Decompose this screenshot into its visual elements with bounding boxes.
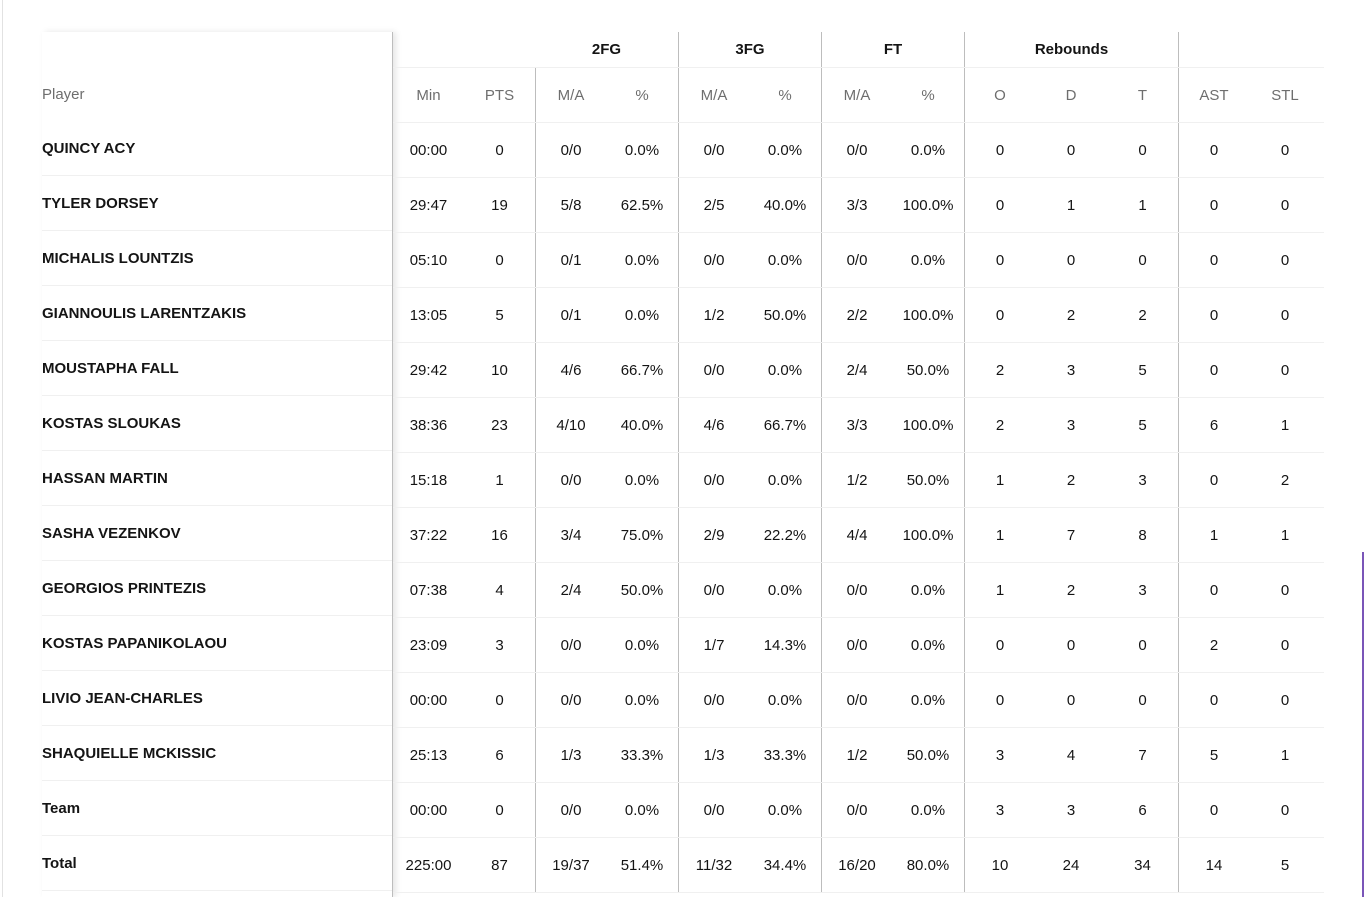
stat-cell-2fg-made-attempted: 0/0 bbox=[535, 453, 606, 507]
player-name: LIVIO JEAN-CHARLES bbox=[42, 671, 392, 726]
group-header-ft: FT bbox=[821, 32, 964, 67]
stat-cell-3fg-pct: 50.0% bbox=[763, 306, 807, 324]
stat-cell-ft-made-attempted: 2/4 bbox=[821, 343, 892, 397]
stat-cell-min: 29:47 bbox=[409, 196, 448, 214]
column-group-header-row bbox=[393, 32, 1324, 68]
stat-cell-reb-total: 0 bbox=[1138, 141, 1147, 159]
stat-cell-ft-pct: 50.0% bbox=[906, 361, 950, 379]
table-row bbox=[393, 673, 1324, 728]
stat-cell-reb-offensive: 1 bbox=[964, 563, 1035, 617]
stat-cell-2fg-pct: 0.0% bbox=[624, 251, 660, 269]
stat-cell-reb-total: 5 bbox=[1138, 361, 1147, 379]
stat-cell-ft-pct: 0.0% bbox=[910, 636, 946, 654]
stat-cell-assists: 1 bbox=[1178, 508, 1249, 562]
column-header-reb-total: T bbox=[1137, 86, 1148, 104]
stat-cell-ft-pct: 100.0% bbox=[902, 306, 954, 324]
stat-cell-reb-offensive: 2 bbox=[964, 398, 1035, 452]
table-row bbox=[393, 123, 1324, 178]
stat-cell-3fg-pct: 66.7% bbox=[763, 416, 807, 434]
stat-cell-3fg-made-attempted: 0/0 bbox=[678, 123, 749, 177]
column-header-min: Min bbox=[416, 86, 441, 104]
table-row bbox=[393, 453, 1324, 508]
column-header-ft-made-attempted: M/A bbox=[821, 68, 892, 122]
stat-cell-pts: 16 bbox=[491, 526, 508, 544]
stat-cell-3fg-pct: 0.0% bbox=[767, 691, 803, 709]
column-header-3fg-made-attempted: M/A bbox=[678, 68, 749, 122]
stat-cell-min: 38:36 bbox=[409, 416, 448, 434]
stat-cell-3fg-pct: 0.0% bbox=[767, 801, 803, 819]
stat-cell-reb-defensive: 2 bbox=[1066, 306, 1076, 324]
stat-cell-pts: 4 bbox=[495, 581, 504, 599]
stat-cell-3fg-pct: 34.4% bbox=[763, 856, 807, 874]
stat-cell-min: 07:38 bbox=[409, 581, 448, 599]
stat-cell-reb-defensive: 3 bbox=[1066, 801, 1076, 819]
stat-cell-reb-offensive: 10 bbox=[964, 838, 1035, 892]
stat-cell-reb-total: 7 bbox=[1138, 746, 1147, 764]
stat-cell-assists: 0 bbox=[1178, 178, 1249, 232]
stat-cell-ft-made-attempted: 3/3 bbox=[821, 178, 892, 232]
stats-table bbox=[393, 32, 1324, 897]
stat-cell-assists: 0 bbox=[1178, 783, 1249, 837]
stat-cell-3fg-made-attempted: 1/7 bbox=[678, 618, 749, 672]
stat-cell-2fg-pct: 33.3% bbox=[620, 746, 664, 764]
stat-cell-steals: 5 bbox=[1280, 856, 1290, 874]
column-header-3fg-pct: % bbox=[778, 86, 792, 104]
stat-cell-pts: 0 bbox=[495, 251, 504, 269]
stat-cell-ft-made-attempted: 0/0 bbox=[821, 783, 892, 837]
stat-cell-reb-defensive: 3 bbox=[1066, 416, 1076, 434]
stat-cell-2fg-pct: 0.0% bbox=[624, 141, 660, 159]
player-name: KOSTAS SLOUKAS bbox=[42, 396, 392, 451]
player-name-column bbox=[42, 32, 393, 897]
stat-cell-3fg-pct: 22.2% bbox=[763, 526, 807, 544]
page-left-border bbox=[2, 0, 3, 897]
stat-cell-min: 23:09 bbox=[409, 636, 448, 654]
stat-cell-reb-total: 0 bbox=[1138, 691, 1147, 709]
stat-cell-reb-offensive: 0 bbox=[964, 618, 1035, 672]
player-column-header: Player bbox=[42, 85, 85, 103]
stat-cell-reb-total: 0 bbox=[1138, 251, 1147, 269]
stat-cell-3fg-pct: 33.3% bbox=[763, 746, 807, 764]
stat-cell-2fg-pct: 0.0% bbox=[624, 306, 660, 324]
player-name: SHAQUIELLE MCKISSIC bbox=[42, 726, 392, 781]
stat-cell-2fg-made-attempted: 0/0 bbox=[535, 618, 606, 672]
stat-cell-pts: 1 bbox=[495, 471, 504, 489]
player-name: Total bbox=[42, 836, 392, 891]
stat-cell-ft-pct: 0.0% bbox=[910, 801, 946, 819]
stat-cell-pts: 6 bbox=[495, 746, 504, 764]
stat-cell-2fg-pct: 62.5% bbox=[620, 196, 664, 214]
stat-cell-3fg-pct: 40.0% bbox=[763, 196, 807, 214]
stat-cell-3fg-made-attempted: 0/0 bbox=[678, 453, 749, 507]
stat-cell-3fg-made-attempted: 4/6 bbox=[678, 398, 749, 452]
stat-cell-assists: 0 bbox=[1178, 288, 1249, 342]
stat-cell-reb-total: 0 bbox=[1138, 636, 1147, 654]
stat-cell-reb-defensive: 24 bbox=[1062, 856, 1080, 874]
stat-cell-ft-made-attempted: 2/2 bbox=[821, 288, 892, 342]
stat-cell-ft-pct: 100.0% bbox=[902, 526, 954, 544]
stat-cell-3fg-made-attempted: 0/0 bbox=[678, 343, 749, 397]
player-name-list bbox=[42, 121, 392, 891]
column-header-ft-pct: % bbox=[921, 86, 935, 104]
stat-cell-min: 05:10 bbox=[409, 251, 448, 269]
stat-cell-ft-made-attempted: 1/2 bbox=[821, 728, 892, 782]
stat-cell-reb-offensive: 0 bbox=[964, 123, 1035, 177]
stat-cell-3fg-made-attempted: 0/0 bbox=[678, 233, 749, 287]
stat-cell-steals: 0 bbox=[1280, 801, 1290, 819]
stat-cell-ft-pct: 0.0% bbox=[910, 581, 946, 599]
table-row bbox=[393, 398, 1324, 453]
stat-cell-assists: 0 bbox=[1178, 453, 1249, 507]
table-row bbox=[393, 618, 1324, 673]
stat-cell-3fg-made-attempted: 11/32 bbox=[678, 838, 749, 892]
player-name: GEORGIOS PRINTEZIS bbox=[42, 561, 392, 616]
stat-cell-3fg-pct: 0.0% bbox=[767, 251, 803, 269]
stat-cell-min: 15:18 bbox=[409, 471, 448, 489]
stat-cell-2fg-pct: 75.0% bbox=[620, 526, 664, 544]
stat-cell-ft-pct: 0.0% bbox=[910, 141, 946, 159]
stats-rows bbox=[393, 123, 1324, 893]
stat-cell-2fg-made-attempted: 1/3 bbox=[535, 728, 606, 782]
stat-cell-pts: 0 bbox=[495, 691, 504, 709]
stat-cell-2fg-made-attempted: 0/0 bbox=[535, 783, 606, 837]
table-row bbox=[393, 178, 1324, 233]
stat-cell-reb-total: 5 bbox=[1138, 416, 1147, 434]
stat-cell-reb-defensive: 1 bbox=[1066, 196, 1076, 214]
stat-cell-reb-defensive: 3 bbox=[1066, 361, 1076, 379]
stat-cell-pts: 0 bbox=[495, 141, 504, 159]
stat-cell-2fg-pct: 66.7% bbox=[620, 361, 664, 379]
stat-cell-steals: 0 bbox=[1280, 251, 1290, 269]
stat-cell-ft-pct: 50.0% bbox=[906, 471, 950, 489]
stat-cell-ft-made-attempted: 0/0 bbox=[821, 563, 892, 617]
stat-cell-ft-pct: 100.0% bbox=[902, 416, 954, 434]
stat-cell-ft-made-attempted: 0/0 bbox=[821, 123, 892, 177]
stat-cell-min: 29:42 bbox=[409, 361, 448, 379]
stat-cell-min: 37:22 bbox=[409, 526, 448, 544]
stat-cell-steals: 1 bbox=[1280, 526, 1290, 544]
stat-cell-2fg-made-attempted: 19/37 bbox=[535, 838, 606, 892]
stat-cell-3fg-made-attempted: 1/3 bbox=[678, 728, 749, 782]
stat-cell-reb-total: 6 bbox=[1138, 801, 1147, 819]
stat-cell-steals: 0 bbox=[1280, 141, 1290, 159]
stat-cell-2fg-made-attempted: 4/10 bbox=[535, 398, 606, 452]
stat-cell-steals: 0 bbox=[1280, 636, 1290, 654]
column-header-assists: AST bbox=[1178, 68, 1249, 122]
column-header-reb-defensive: D bbox=[1065, 86, 1077, 104]
stat-cell-3fg-pct: 0.0% bbox=[767, 361, 803, 379]
stat-cell-min: 25:13 bbox=[409, 746, 448, 764]
table-row bbox=[393, 838, 1324, 893]
stat-cell-2fg-made-attempted: 4/6 bbox=[535, 343, 606, 397]
stat-cell-reb-offensive: 0 bbox=[964, 233, 1035, 287]
stat-cell-2fg-pct: 0.0% bbox=[624, 691, 660, 709]
table-row bbox=[393, 508, 1324, 563]
player-group-header bbox=[42, 32, 392, 67]
stat-cell-steals: 1 bbox=[1280, 746, 1290, 764]
stat-cell-reb-offensive: 0 bbox=[964, 673, 1035, 727]
table-row bbox=[393, 728, 1324, 783]
stat-cell-3fg-made-attempted: 2/5 bbox=[678, 178, 749, 232]
stat-cell-reb-defensive: 2 bbox=[1066, 471, 1076, 489]
stat-cell-ft-pct: 50.0% bbox=[906, 746, 950, 764]
stat-cell-pts: 0 bbox=[495, 801, 504, 819]
column-header-reb-offensive: O bbox=[964, 68, 1035, 122]
player-name: TYLER DORSEY bbox=[42, 176, 392, 231]
stat-cell-3fg-made-attempted: 0/0 bbox=[678, 783, 749, 837]
stat-cell-reb-offensive: 1 bbox=[964, 508, 1035, 562]
stat-cell-assists: 14 bbox=[1178, 838, 1249, 892]
stat-cell-2fg-made-attempted: 2/4 bbox=[535, 563, 606, 617]
stat-cell-min: 00:00 bbox=[409, 691, 448, 709]
table-row bbox=[393, 343, 1324, 398]
stat-cell-steals: 0 bbox=[1280, 691, 1290, 709]
stat-cell-reb-total: 8 bbox=[1138, 526, 1147, 544]
stat-cell-steals: 1 bbox=[1280, 416, 1290, 434]
player-name: HASSAN MARTIN bbox=[42, 451, 392, 506]
stat-cell-reb-offensive: 0 bbox=[964, 178, 1035, 232]
stat-cell-ft-pct: 0.0% bbox=[910, 691, 946, 709]
table-row bbox=[393, 783, 1324, 838]
stat-cell-reb-defensive: 2 bbox=[1066, 581, 1076, 599]
stat-cell-reb-defensive: 0 bbox=[1066, 251, 1076, 269]
stat-cell-assists: 0 bbox=[1178, 233, 1249, 287]
table-row bbox=[393, 233, 1324, 288]
stat-cell-reb-defensive: 4 bbox=[1066, 746, 1076, 764]
group-header-2fg: 2FG bbox=[591, 41, 622, 58]
column-header-pts: PTS bbox=[484, 86, 515, 104]
stat-cell-2fg-pct: 0.0% bbox=[624, 471, 660, 489]
stat-cell-2fg-made-attempted: 0/0 bbox=[535, 123, 606, 177]
stat-cell-reb-defensive: 7 bbox=[1066, 526, 1076, 544]
stat-cell-reb-total: 1 bbox=[1138, 196, 1147, 214]
player-name: MOUSTAPHA FALL bbox=[42, 341, 392, 396]
stat-cell-3fg-made-attempted: 0/0 bbox=[678, 563, 749, 617]
group-header-blank bbox=[393, 32, 535, 67]
stat-cell-reb-offensive: 2 bbox=[964, 343, 1035, 397]
stat-cell-min: 00:00 bbox=[409, 141, 448, 159]
stat-cell-ft-made-attempted: 0/0 bbox=[821, 618, 892, 672]
stat-cell-steals: 2 bbox=[1280, 471, 1290, 489]
stat-cell-ft-pct: 0.0% bbox=[910, 251, 946, 269]
stat-cell-pts: 23 bbox=[491, 416, 508, 434]
stat-cell-reb-offensive: 3 bbox=[964, 783, 1035, 837]
table-row bbox=[393, 563, 1324, 618]
stat-cell-2fg-made-attempted: 5/8 bbox=[535, 178, 606, 232]
stat-cell-ft-made-attempted: 16/20 bbox=[821, 838, 892, 892]
column-header-2fg-pct: % bbox=[635, 86, 649, 104]
stat-cell-2fg-made-attempted: 0/0 bbox=[535, 673, 606, 727]
stat-cell-steals: 0 bbox=[1280, 581, 1290, 599]
stat-cell-ft-pct: 100.0% bbox=[902, 196, 954, 214]
stat-cell-reb-offensive: 1 bbox=[964, 453, 1035, 507]
stat-cell-assists: 0 bbox=[1178, 563, 1249, 617]
player-name: Team bbox=[42, 781, 392, 836]
scrollbar-thumb[interactable] bbox=[1362, 552, 1364, 897]
stat-cell-steals: 0 bbox=[1280, 196, 1290, 214]
column-header-steals: STL bbox=[1271, 86, 1299, 104]
player-name: SASHA VEZENKOV bbox=[42, 506, 392, 561]
stat-cell-reb-defensive: 0 bbox=[1066, 691, 1076, 709]
stat-cell-2fg-pct: 0.0% bbox=[624, 636, 660, 654]
stat-cell-pts: 87 bbox=[491, 856, 508, 874]
stat-cell-2fg-pct: 0.0% bbox=[624, 801, 660, 819]
stat-cell-pts: 19 bbox=[491, 196, 508, 214]
stat-cell-3fg-pct: 0.0% bbox=[767, 581, 803, 599]
stat-cell-reb-total: 34 bbox=[1134, 856, 1151, 874]
group-header-other bbox=[1178, 32, 1321, 67]
stat-cell-reb-total: 3 bbox=[1138, 471, 1147, 489]
stat-cell-ft-pct: 80.0% bbox=[906, 856, 950, 874]
stat-cell-pts: 5 bbox=[495, 306, 504, 324]
column-header-2fg-made-attempted: M/A bbox=[535, 68, 606, 122]
player-name: GIANNOULIS LARENTZAKIS bbox=[42, 286, 392, 341]
stat-cell-3fg-made-attempted: 2/9 bbox=[678, 508, 749, 562]
player-name: MICHALIS LOUNTZIS bbox=[42, 231, 392, 286]
stat-cell-steals: 0 bbox=[1280, 306, 1290, 324]
stat-cell-ft-made-attempted: 0/0 bbox=[821, 233, 892, 287]
stat-cell-ft-made-attempted: 0/0 bbox=[821, 673, 892, 727]
player-name: KOSTAS PAPANIKOLAOU bbox=[42, 616, 392, 671]
stat-cell-reb-defensive: 0 bbox=[1066, 141, 1076, 159]
stat-cell-2fg-made-attempted: 0/1 bbox=[535, 288, 606, 342]
player-name: QUINCY ACY bbox=[42, 121, 392, 176]
stat-cell-2fg-made-attempted: 3/4 bbox=[535, 508, 606, 562]
group-header-3fg: 3FG bbox=[678, 32, 821, 67]
stat-cell-3fg-pct: 0.0% bbox=[767, 141, 803, 159]
group-header-rebounds: Rebounds bbox=[964, 32, 1178, 67]
stat-cell-assists: 2 bbox=[1178, 618, 1249, 672]
stat-cell-3fg-made-attempted: 0/0 bbox=[678, 673, 749, 727]
stat-cell-3fg-pct: 14.3% bbox=[763, 636, 807, 654]
stat-cell-ft-made-attempted: 3/3 bbox=[821, 398, 892, 452]
stat-cell-reb-offensive: 3 bbox=[964, 728, 1035, 782]
stat-cell-ft-made-attempted: 1/2 bbox=[821, 453, 892, 507]
stat-cell-2fg-pct: 50.0% bbox=[620, 581, 664, 599]
table-row bbox=[393, 288, 1324, 343]
stat-cell-reb-total: 3 bbox=[1138, 581, 1147, 599]
stat-cell-reb-defensive: 0 bbox=[1066, 636, 1076, 654]
stat-cell-assists: 0 bbox=[1178, 673, 1249, 727]
stat-cell-pts: 10 bbox=[491, 361, 508, 379]
column-header-row bbox=[393, 68, 1324, 123]
stat-cell-reb-total: 2 bbox=[1138, 306, 1147, 324]
stat-cell-pts: 3 bbox=[495, 636, 504, 654]
stat-cell-assists: 6 bbox=[1178, 398, 1249, 452]
stat-cell-steals: 0 bbox=[1280, 361, 1290, 379]
stat-cell-reb-offensive: 0 bbox=[964, 288, 1035, 342]
stat-cell-2fg-pct: 51.4% bbox=[620, 856, 664, 874]
stat-cell-ft-made-attempted: 4/4 bbox=[821, 508, 892, 562]
stat-cell-assists: 0 bbox=[1178, 123, 1249, 177]
stat-cell-3fg-made-attempted: 1/2 bbox=[678, 288, 749, 342]
stat-cell-min: 00:00 bbox=[409, 801, 448, 819]
stat-cell-assists: 5 bbox=[1178, 728, 1249, 782]
stat-cell-assists: 0 bbox=[1178, 343, 1249, 397]
stat-cell-2fg-made-attempted: 0/1 bbox=[535, 233, 606, 287]
stat-cell-min: 225:00 bbox=[405, 856, 452, 874]
stat-cell-min: 13:05 bbox=[409, 306, 448, 324]
stat-cell-3fg-pct: 0.0% bbox=[767, 471, 803, 489]
stat-cell-2fg-pct: 40.0% bbox=[620, 416, 664, 434]
